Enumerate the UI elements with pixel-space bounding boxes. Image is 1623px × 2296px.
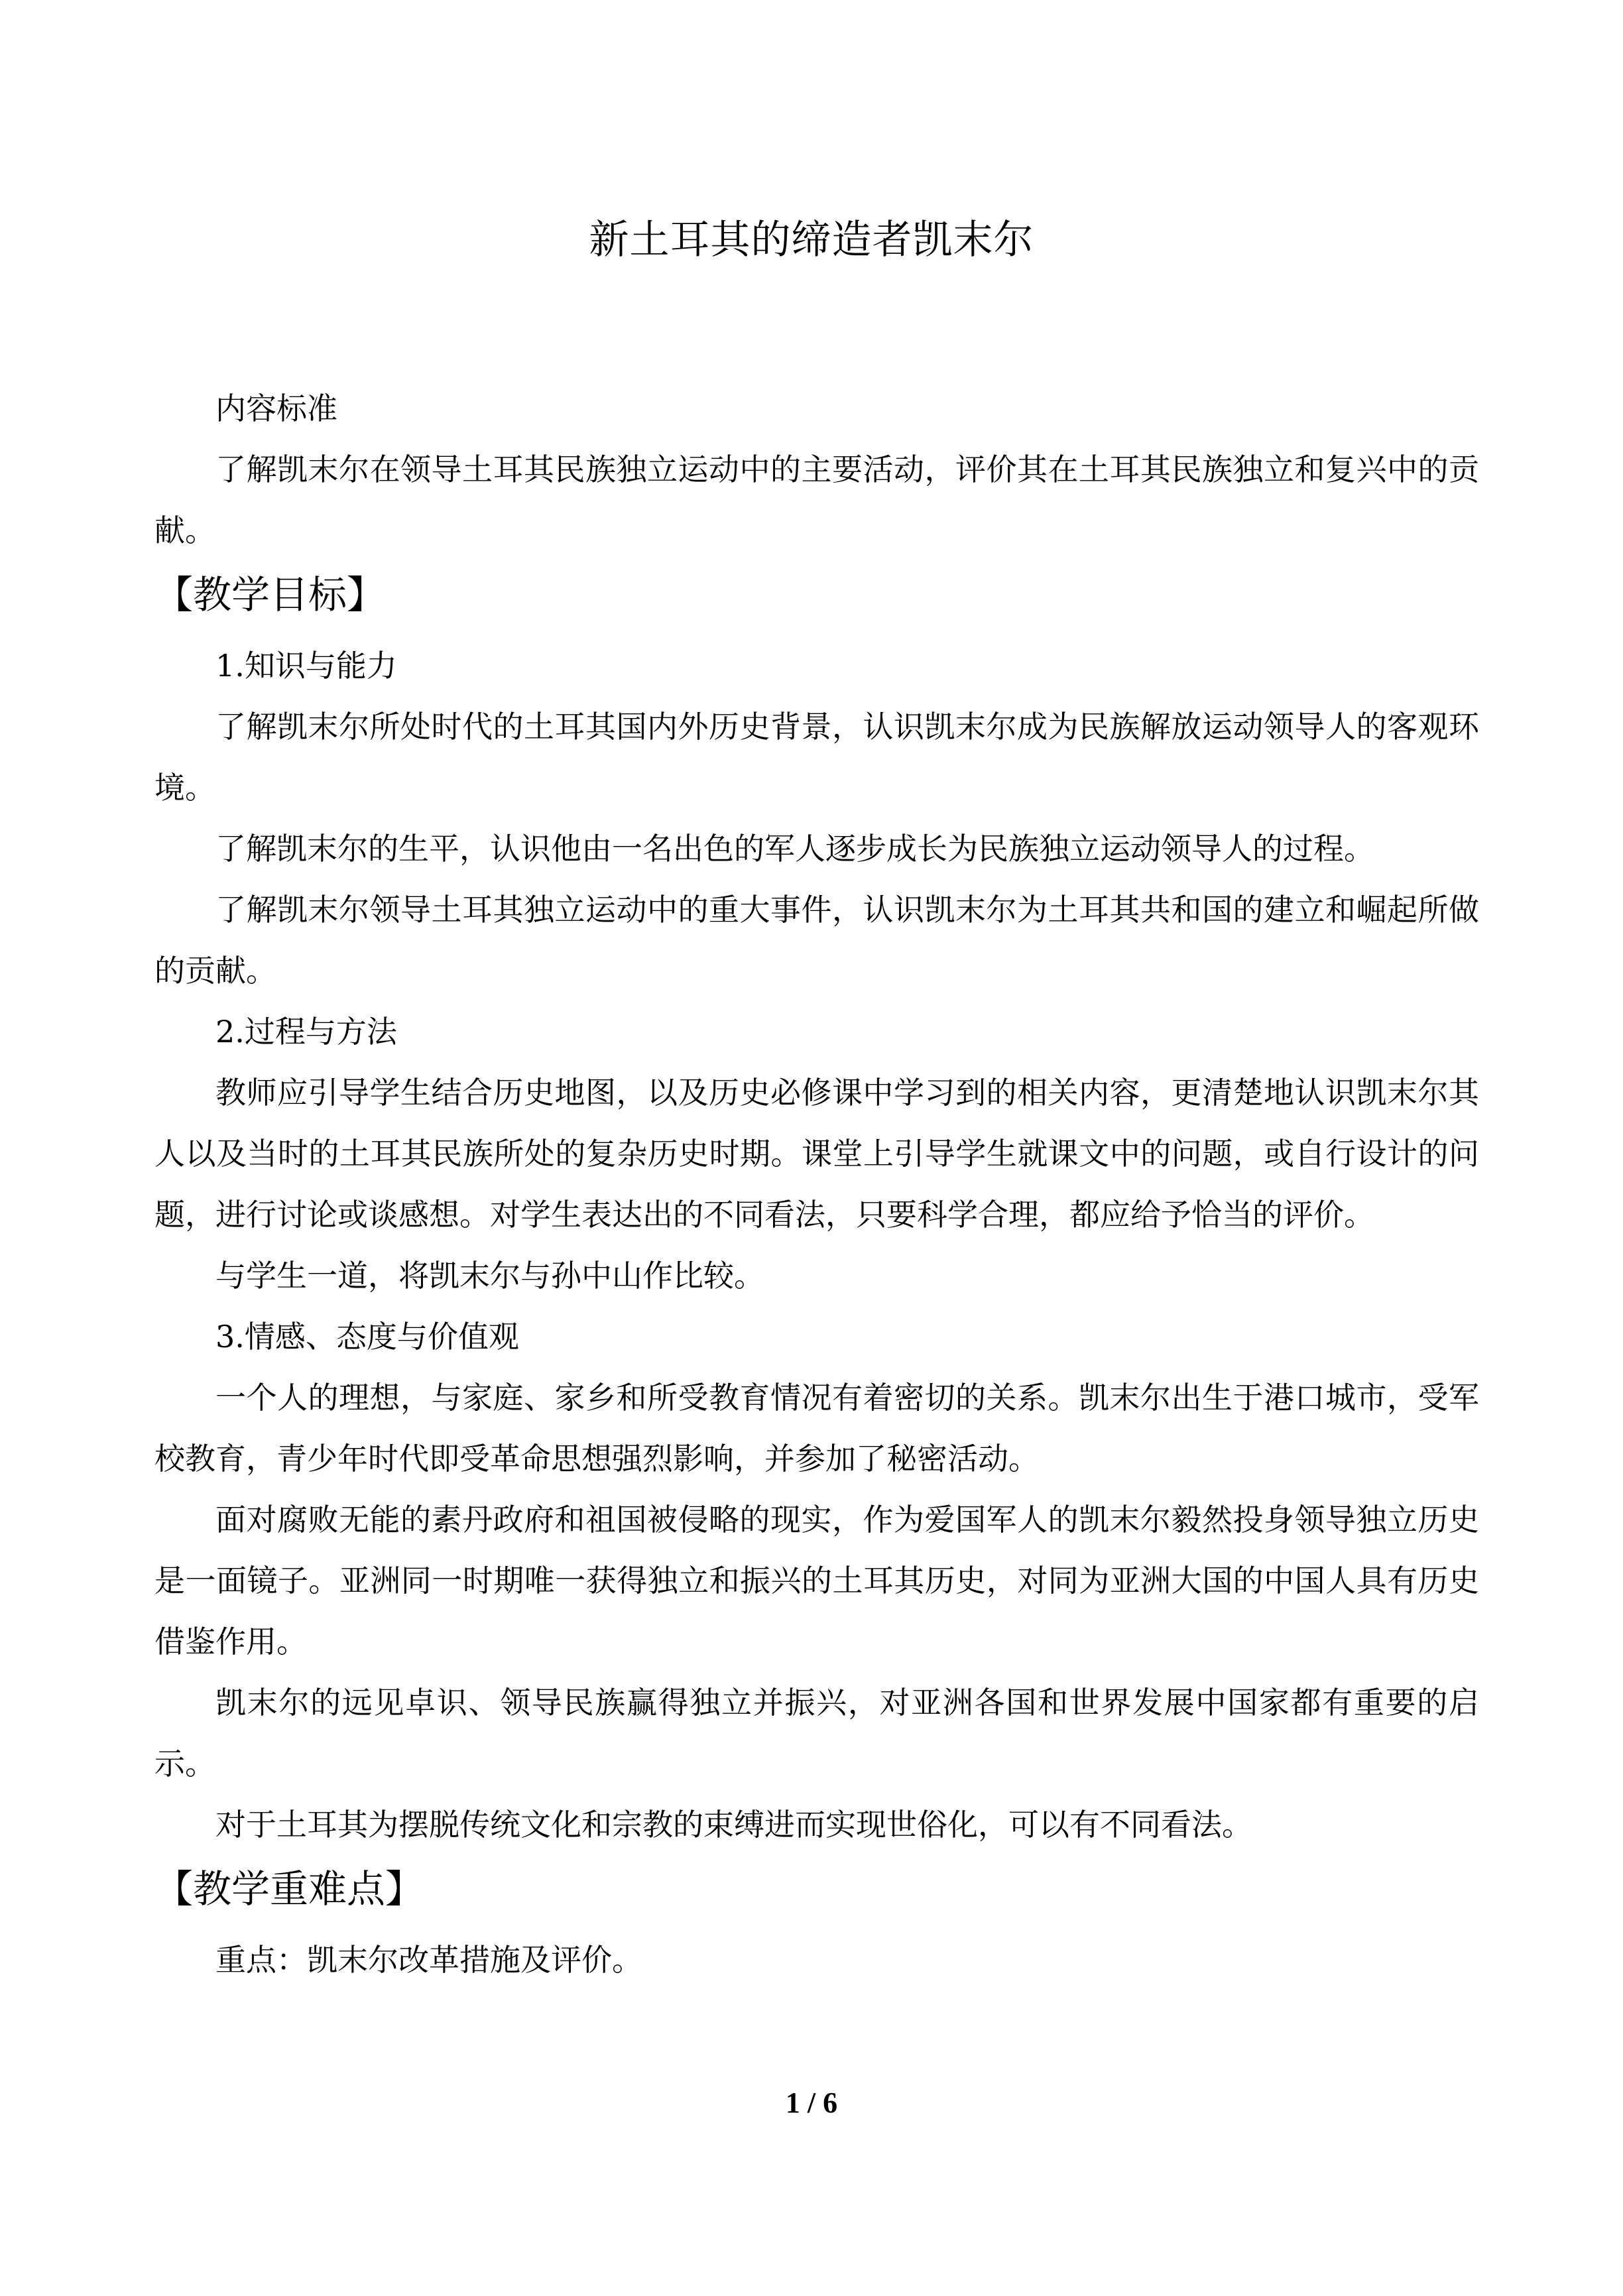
goal3-heading: 3.情感、态度与价值观 (215, 1319, 519, 1355)
key-points-heading: 【教学重难点】 (154, 1866, 424, 1911)
key-point-text: 重点：凯末尔改革措施及评价。 (215, 1942, 642, 1978)
content-standard-label: 内容标准 (215, 391, 337, 426)
goal3-paragraph-2: 面对腐败无能的素丹政府和祖国被侵略的现实，作为爱国军人的凯末尔毅然投身领导独立历史是一面镜子。亚洲同一时期唯一获得独立和振兴的土耳其历史，对同为亚洲大国的中国人具有历史借鉴作用。 (154, 1502, 1479, 1660)
goal1-paragraph-3: 了解凯末尔领导土耳其独立运动中的重大事件，认识凯末尔为土耳其共和国的建立和崛起所做的贡献。 (154, 892, 1479, 989)
goal3-paragraph-1: 一个人的理想，与家庭、家乡和所受教育情况有着密切的关系。凯末尔出生于港口城市，受军校教育，青少年时代即受革命思想强烈影响，并参加了秘密活动。 (154, 1380, 1479, 1477)
goal2-paragraph-1: 教师应引导学生结合历史地图，以及历史必修课中学习到的相关内容，更清楚地认识凯末尔其人以及当时的土耳其民族所处的复杂历史时期。课堂上引导学生就课文中的问题，或自行设计的问题，进行讨论或谈感想。对学生表达出的不同看法，只要科学合理，都应给予恰当的评价。 (154, 1075, 1479, 1233)
goal3-paragraph-3: 凯末尔的远见卓识、领导民族赢得独立并振兴，对亚洲各国和世界发展中国家都有重要的启示。 (154, 1685, 1479, 1782)
teaching-goals-heading: 【教学目标】 (154, 572, 386, 617)
content-standard-text: 了解凯末尔在领导土耳其民族独立运动中的主要活动，评价其在土耳其民族独立和复兴中的贡献。 (154, 452, 1479, 548)
goal1-paragraph-1: 了解凯末尔所处时代的土耳其国内外历史背景，认识凯末尔成为民族解放运动领导人的客观环境。 (154, 709, 1479, 806)
document-title: 新土耳其的缔造者凯末尔 (589, 217, 1034, 263)
goal2-paragraph-2: 与学生一道，将凯末尔与孙中山作比较。 (215, 1258, 764, 1294)
goal1-heading: 1.知识与能力 (215, 648, 397, 684)
page-number: 1 / 6 (785, 2086, 838, 2119)
goal2-heading: 2.过程与方法 (215, 1014, 397, 1050)
goal1-paragraph-2: 了解凯末尔的生平，认识他由一名出色的军人逐步成长为民族独立运动领导人的过程。 (215, 831, 1374, 867)
document-body (154, 378, 1479, 1990)
goal3-paragraph-4: 对于土耳其为摆脱传统文化和宗教的束缚进而实现世俗化，可以有不同看法。 (215, 1807, 1252, 1843)
